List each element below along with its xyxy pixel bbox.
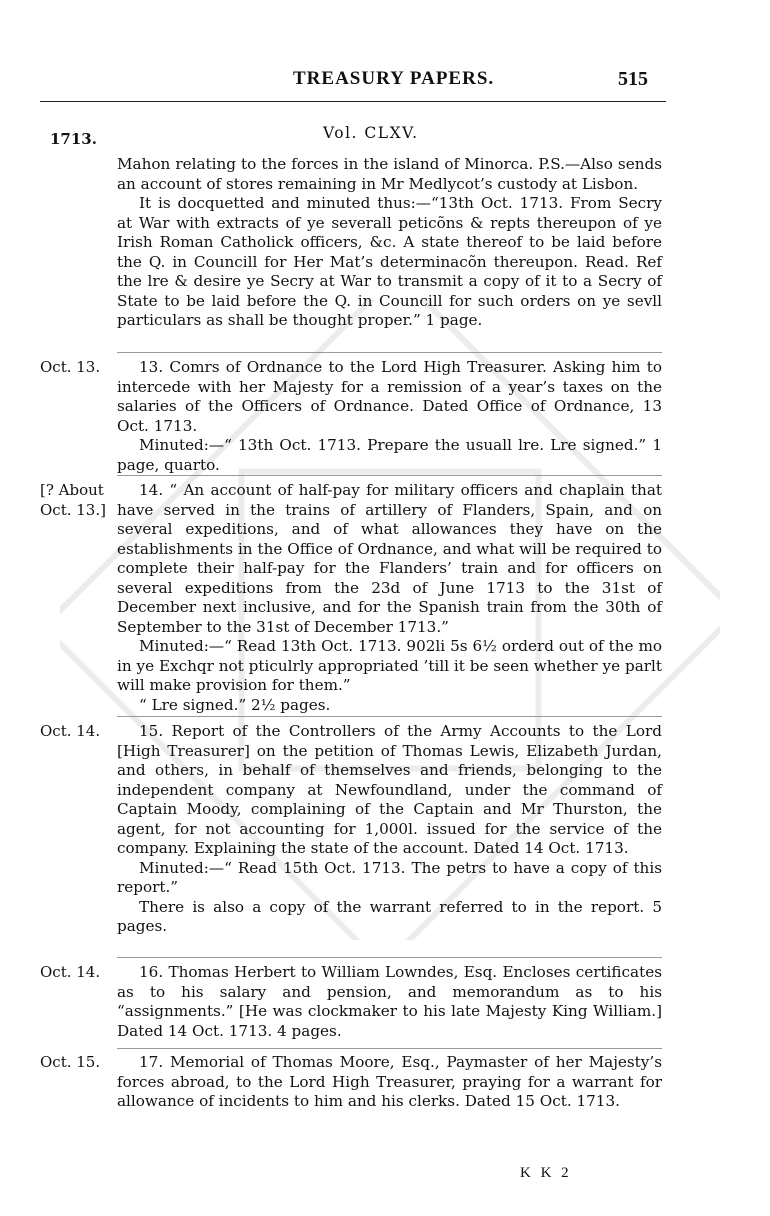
entry-body <box>117 963 662 1041</box>
entry-continued-para1: Mahon relating to the forces in the island of Minorca. P.S.—Also sends an account of stores remaining in Mr Medlycot’s custody at Lisbon. <box>117 155 662 193</box>
header-rule <box>40 101 666 102</box>
running-title: TREASURY PAPERS. <box>293 68 495 89</box>
volume-label: Vol. CLXV. <box>323 124 419 142</box>
entry-para: 17. Memorial of Thomas Moore, Esq., Paymaster of her Majesty’s forces abroad, to the Lord High Treasurer, praying for a warrant for allowance of incidents to him and his clerks. Dated 15 Oct. 1713. <box>117 1053 662 1110</box>
entry-separator <box>117 352 662 353</box>
entry-para: 14. “ An account of half-pay for military officers and chaplain that have served in the trains of artillery of Flanders, Spain, and on several expeditions, and of what allowances they have on the establishments in the Office of Ordnance, and what will be required to complete their half-pay for the Flanders’ train and for officers on several expeditions from the 23d of June 1713 to the 31st of December next inclusive, and for the Spanish train from the 30th of September to the 31st of December 1713.” <box>117 481 662 636</box>
entry-body <box>117 358 662 475</box>
entry-continued <box>117 155 662 331</box>
entry-separator <box>117 475 662 476</box>
page-header <box>0 68 770 98</box>
entry-continued-para2: It is docquetted and minuted thus:—“13th Oct. 1713. From Secry at War with extracts of ye severall peticõns & repts thereupon of ye Irish Roman Catholick officers, &c. A state thereof to be laid before the Q. in Councill for Her Mat’s determinacõn thereupon. Read. Ref the lre & desire ye Secry at War to transmit a copy of it to a Secry of State to be laid before the Q. in Councill for such orders on ye sevll particulars as shall be thought proper.” 1 page. <box>117 194 662 329</box>
entry-para: 13. Comrs of Ordnance to the Lord High Treasurer. Asking him to intercede with her Majesty for a remission of a year’s taxes on the salaries of the Officers of Ordnance. Dated Office of Ordnance, 13 Oct. 1713. <box>117 358 662 435</box>
entry-note: There is also a copy of the warrant referred to in the report. 5 pages. <box>117 897 662 935</box>
page-number: 515 <box>618 68 648 90</box>
entry-para: 16. Thomas Herbert to William Lowndes, Esq. Encloses certificates as to his salary and pension, and memorandum as to his “assignments.” [He was clockmaker to his late Majesty King William.] Dated 14 Oct. 1713. 4 pages. <box>117 963 662 1040</box>
entry-minute: Minuted:—“ Read 15th Oct. 1713. The petrs to have a copy of this report.” <box>117 858 662 896</box>
entry-date: Oct. 14. <box>40 722 101 740</box>
entry-body <box>117 481 662 715</box>
entry-date: [? About Oct. 13.] <box>40 481 106 519</box>
entry-para: 15. Report of the Controllers of the Army Accounts to the Lord [High Treasurer] on the petition of Thomas Lewis, Elizabeth Jurdan, and others, in behalf of themselves and friends, belonging to the independent company at Newfoundland, under the command of Captain Moody, complaining of the Captain and Mr Thurston, the agent, for not accounting for 1,000l. issued for the service of the company. Explaining the state of the account. Dated 14 Oct. 1713. <box>117 722 662 857</box>
signature-mark: K K 2 <box>520 1165 572 1181</box>
entry-body <box>117 722 662 937</box>
entry-date: Oct. 14. <box>40 963 101 981</box>
entry-minute: Minuted:—“ Read 13th Oct. 1713. 902li 5s 6½ orderd out of the mo in ye Exchqr not pticulrly appropriated ’till it be seen whether ye parlt will make provision for them.” <box>117 637 662 694</box>
year-label: 1713. <box>50 130 97 148</box>
entry-minute: Minuted:—“ 13th Oct. 1713. Prepare the usuall lre. Lre signed.” 1 page, quarto. <box>117 436 662 474</box>
entry-separator <box>117 1048 662 1049</box>
entry-note: “ Lre signed.” 2½ pages. <box>139 695 331 714</box>
entry-date: Oct. 15. <box>40 1053 101 1071</box>
entry-separator <box>117 716 662 717</box>
entry-date: Oct. 13. <box>40 358 101 376</box>
entry-separator <box>117 957 662 958</box>
entry-body <box>117 1053 662 1112</box>
